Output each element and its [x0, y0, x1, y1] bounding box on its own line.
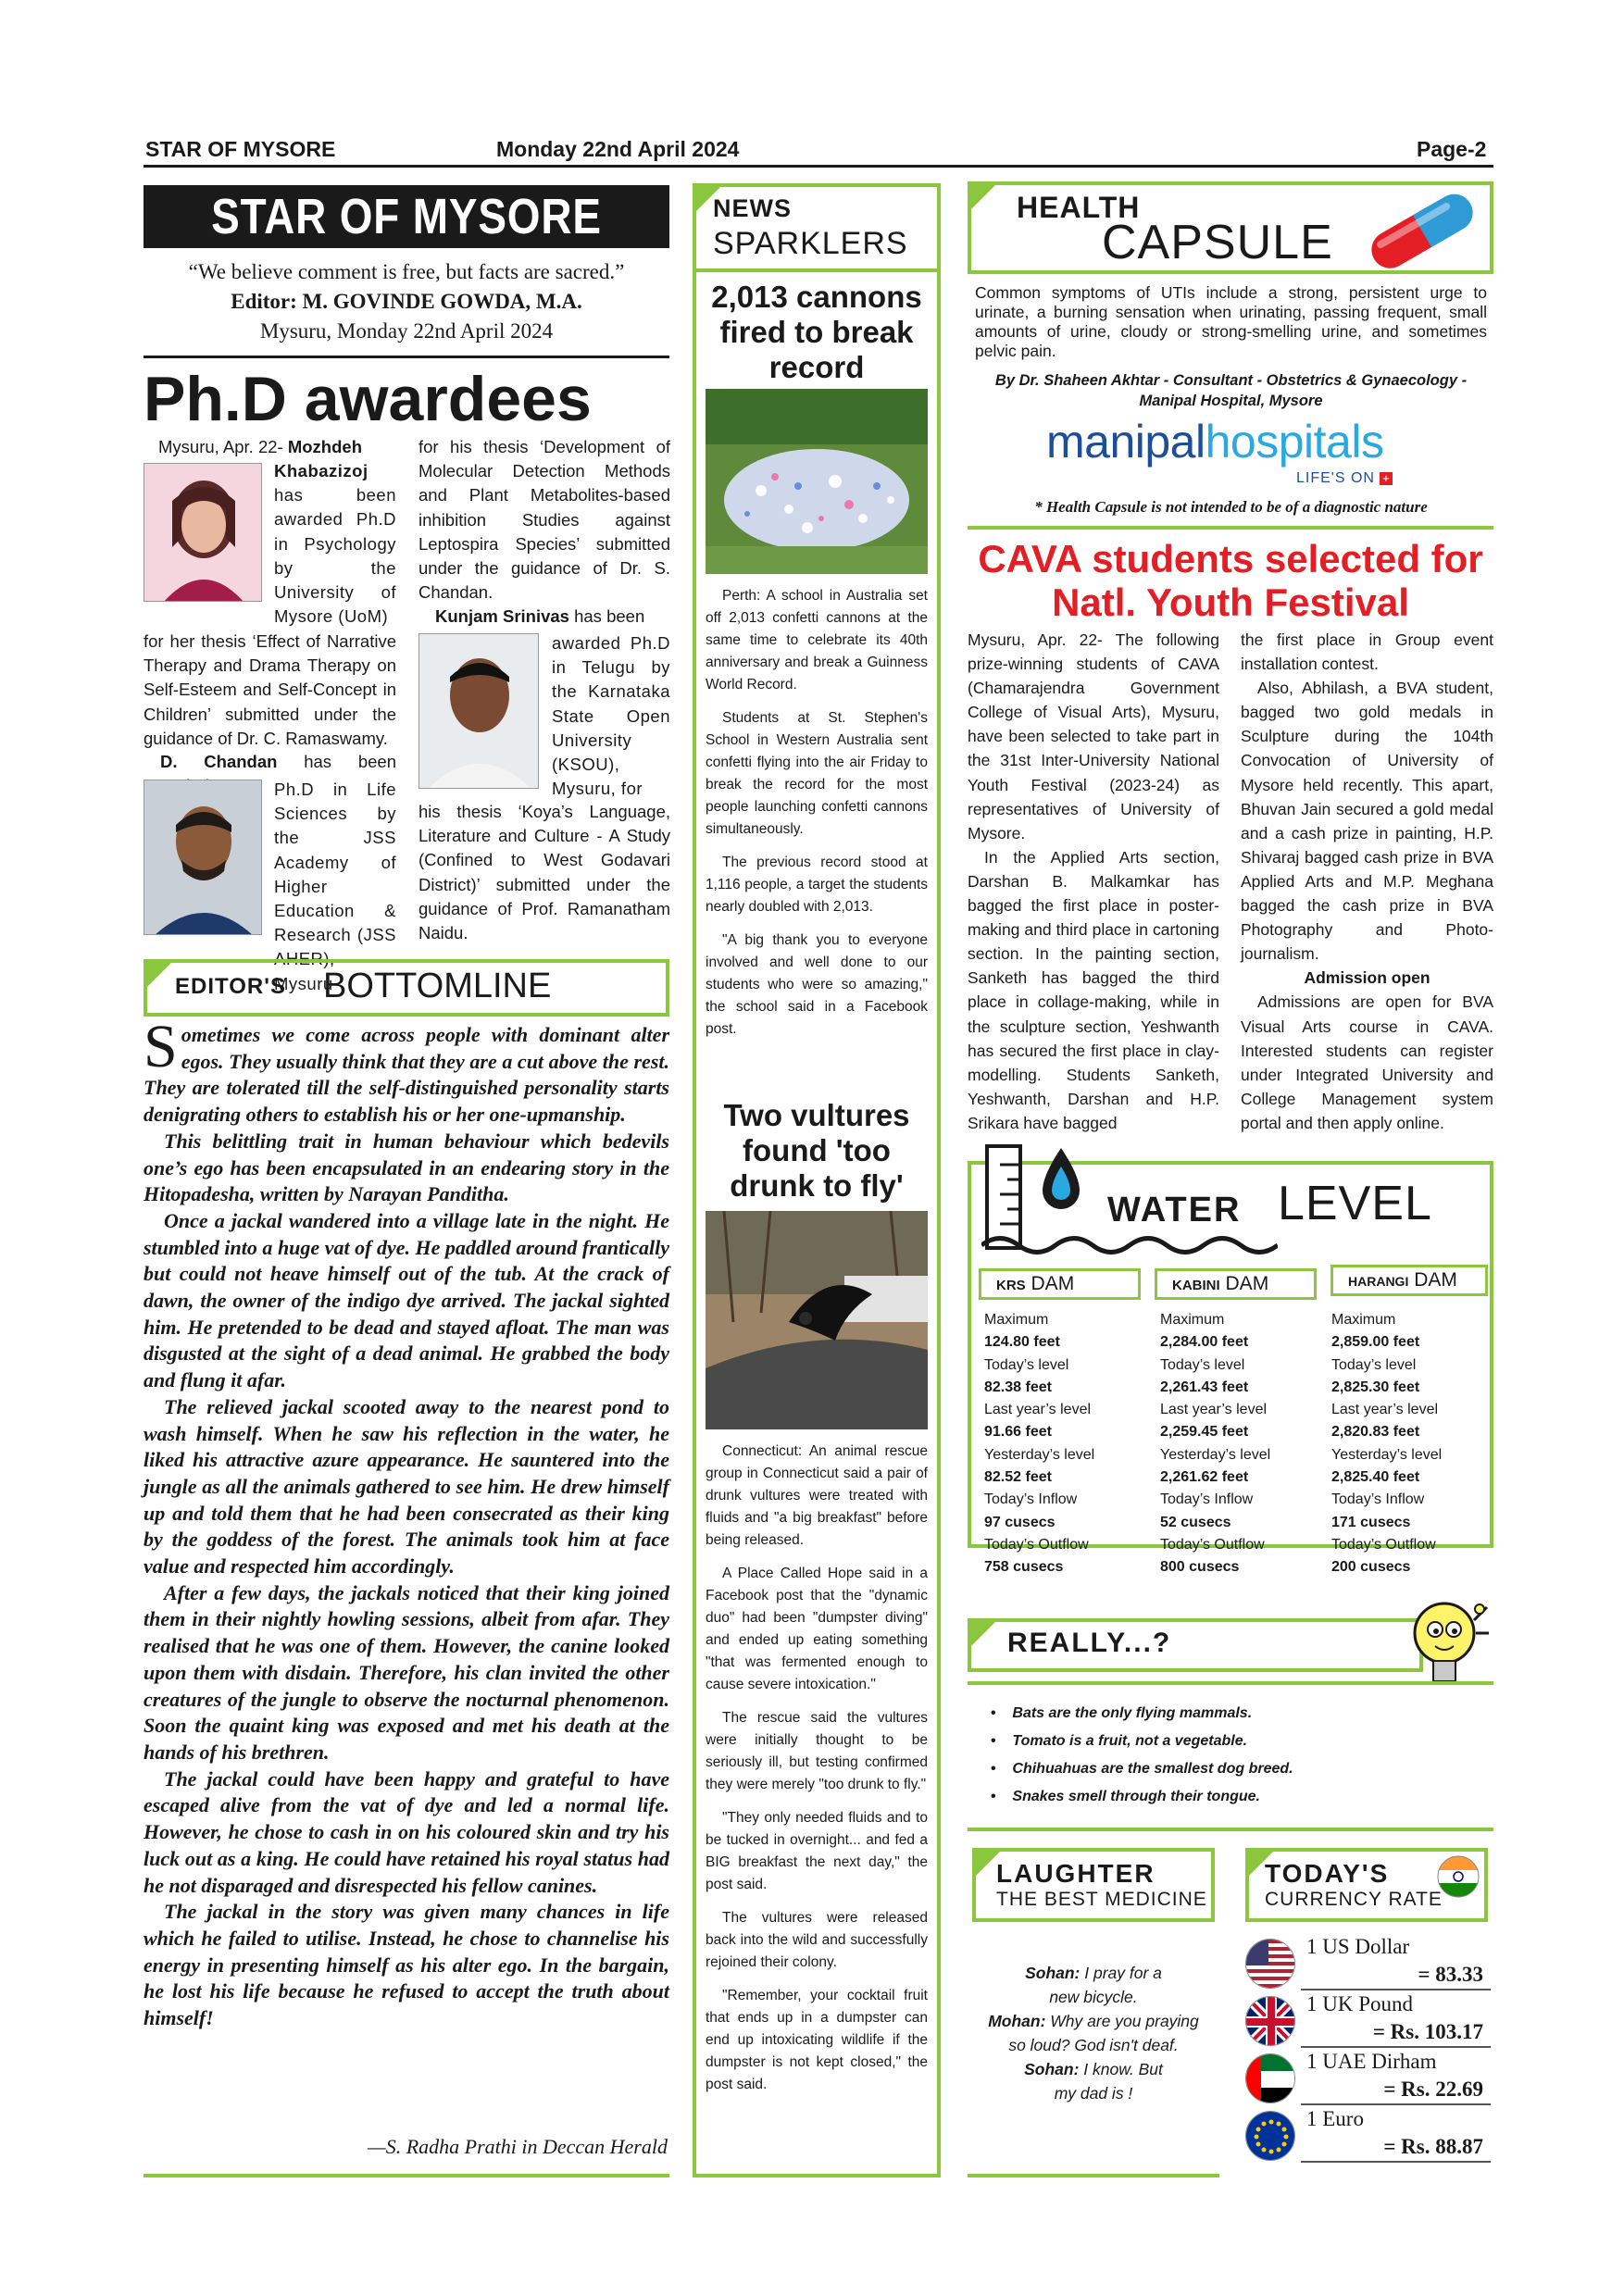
story1-body: Perth: A school in Australia set off 2,013 confetti cannons at the same time to celebrate its 40th anniversary and break a Guinness World Record. Students at St. Stephen's School in Western Australia sent confetti flying into the air Friday to break the record for the most people launching confetti cannons simultaneously. The previous record stood at 1,116 people, a target the students nearly doubled with 2,013. "A big thank you to everyone involved and well done to our students who were so amazing," the school said in a Facebook post. — [706, 588, 928, 1037]
uae-flag-icon — [1245, 2053, 1295, 2103]
phd-name-1-b: Khabazizoj — [274, 461, 369, 480]
health-byline: By Dr. Shaheen Akhtar - Consultant - Obstetrics & Gynaecology - Manipal Hospital, Mysore — [994, 372, 1468, 409]
phd-name-1-a: Mozhdeh — [287, 437, 362, 456]
story2-headline: Two vultures found 'too drunk to fly' — [723, 1098, 910, 1203]
header-rule — [144, 165, 1493, 168]
eu-flag-icon — [1245, 2111, 1295, 2161]
capsule-icon — [1347, 183, 1495, 276]
currency-row-gbp — [1245, 1992, 1491, 2048]
really-rule — [968, 1681, 1493, 1685]
bottomline-body: Sometimes we come across people with dominant alter egos. They usually think that they are a cut above the rest. They are tolerated till the self-distinguished personality starts denigrating others to establish his or her one-upmanship. This belittling trait in human behaviour which bedevils one’s ego has been encapsulated in an endearing story in the Hitopadesha, written by Narayan Panditha. Once a jackal wandered into a village late in the night. He stumbled into a huge vat of dye. He paddled around frantically but could not heave himself out of the tub. At the crack of dawn, the owner of the indigo dye arrived. The jackal sighted him. He pretended to be dead and stayed afloat. The man was disgusted at the sight of a dead animal. He grabbed the body and flung it afar. The relieved jackal scooted away to the nearest pond to wash himself. When he saw his reflection in the water, he liked his attractive azure appearance. He sauntered into the jungle as all the animals gathered to see him. He drew himself up and told them that he had been consecrated as their king by the goddess of the forest. The animals took him at face value and respected him accordingly. After a few days, the jackals noticed that their king joined them in their nightly howling sessions, albeit from afar. They realised that he was one of them. However, the canine looked upon them with disdain. Therefore, his clan invited the other creatures of the jungle to observe the nocturnal phenomenon. Soon the quaint king was exposed and met his death at the hands of his brethren. The jackal could have been happy and grateful to have escaped alive from the vat of dye and led a normal life. However, he chose to cash in on his coloured skin and try his luck out as a king. He could have retained his royal status had he not disparaged and disrespected his fellow canines. The jackal in the story was given many chances in life which he failed to utilise. Instead, he chose to channelise his energy in presenting himself as his alter ego. In the bargain, he lost his life because he refused to accept the truth about himself! — [144, 1013, 669, 2030]
laughter-joke: Sohan: I pray for a new bicycle. Mohan: Why are you praying so loud? God isn't deaf. Sohan: I know. But my dad is ! — [988, 1964, 1199, 2103]
phd-p3-side: awarded Ph.D in Telugu by the Karnataka State Open University (KSOU), Mysuru, for — [552, 633, 670, 799]
sparklers-title: SPARKLERS — [713, 226, 908, 261]
currency-name: 1 UK Pound — [1306, 1992, 1414, 2015]
dam-kabini-header: KABINI DAM — [1155, 1268, 1317, 1300]
dam-krs-header: KRS DAM — [979, 1268, 1141, 1300]
health-kicker: HEALTH — [1017, 191, 1141, 224]
lightbulb-icon — [1400, 1592, 1493, 1702]
health-disclaimer: * Health Capsule is not intended to be of a diagnostic nature — [1034, 498, 1428, 516]
sparklers-kicker: NEWS — [713, 194, 792, 222]
masthead-rule — [144, 356, 669, 358]
really-bottom-rule — [968, 1828, 1493, 1831]
currency-name: 1 Euro — [1306, 2107, 1364, 2130]
cava-headline: CAVA students selected for Natl. Youth Festival — [978, 537, 1483, 624]
phd-p1-full: for her thesis ‘Effect of Narrative Therapy and Drama Therapy on Self-Esteem and Self-Concept in Children’ submitted under the guidance of Dr. C. Ramaswamy. — [144, 631, 396, 748]
health-bottom-rule — [968, 526, 1493, 530]
health-text: Common symptoms of UTIs include a strong, persistent urge to urinate, a burning sensation when urinating, passing frequent, small amounts of urine, cloudy or strong-smelling urine, and sometimes pelvic pain. — [975, 283, 1487, 360]
currency-kicker: TODAY'S — [1265, 1859, 1390, 1888]
currency-title: CURRENCY RATE — [1265, 1889, 1443, 1910]
cava-col1: Mysuru, Apr. 22- The following prize-winning students of CAVA (Chamarajendra Government College of Visual Arts), Mysuru, have been selected to take part in the 31st Inter-University National Youth Festival (2023-24) as representatives of University of Mysore. In the Applied Arts section, Darshan B. Malkamkar has bagged the first place in poster-making and third place in cartoning section. In the painting section, Sanketh has bagged the third place in collage-making, while in the sculpture section, Yeshwanth has secured the first place in clay-modelling. Students Sanketh, Yeshwanth, Darshan and H.P. Srikara have bagged — [968, 630, 1219, 1132]
us-flag-icon — [1245, 1939, 1295, 1989]
bottomline-header-box — [144, 959, 669, 1017]
sparklers-header-rule — [696, 268, 937, 272]
photo-kunjam — [418, 633, 539, 789]
phd-headline: Ph.D awardees — [144, 364, 592, 434]
corner-accent — [144, 959, 175, 991]
story2-body: Connecticut: An animal rescue group in Connecticut said a pair of drunk vultures were treated with fluids and "a big breakfast" before being released. A Place Called Hope said in a Facebook post that the "dynamic duo" had been "dumpster diving" and ended up eating something "that was fermented enough to cause severe intoxication." The rescue said the vultures were initially thought to be seriously ill, but testing confirmed they were merely "too drunk to fly." "They only needed fluids and to be tucked in overnight... and fed a BIG breakfast the next day," the post said. The vultures were released back into the wild and successfully rejoined their colony. "Remember, your cocktail fruit that ends up in a dumpster can end up intoxicating wildlife if the dumpster is not kept closed," the post said. — [706, 1443, 928, 2092]
uk-flag-icon — [1245, 1996, 1295, 2046]
really-list — [991, 1700, 1491, 1811]
water-title: LEVEL — [1278, 1177, 1432, 1230]
photo-confetti — [706, 389, 928, 574]
manipal-logo: manipalhospitals — [1046, 416, 1384, 468]
plus-icon: + — [1380, 472, 1393, 485]
phd-col-a — [144, 435, 396, 459]
currency-row-aed — [1245, 2050, 1491, 2105]
masthead-dateline: Mysuru, Monday 22nd April 2024 — [259, 319, 554, 343]
phd-p2-side: Ph.D in Life Sciences by the JSS Academy of Higher Education & Research (JSS AHER), Mysuru — [274, 780, 396, 993]
portrait-man-icon — [144, 780, 262, 935]
masthead-editor: Editor: M. GOVINDE GOWDA, M.A. — [231, 290, 582, 313]
phd-name-3: Kunjam Srinivas — [435, 606, 569, 626]
photo-chandan — [144, 780, 262, 935]
laughter-bottom-rule — [968, 2174, 1219, 2177]
bottomline-title: BOTTOMLINE — [323, 967, 552, 1005]
col1-bottom-rule — [144, 2174, 669, 2177]
dam-kabini-values: Maximum 2,284.00 feet Today’s level 2,261.43 feet Last year’s level 2,259.45 feet Yesterday’s level 2,261.62 feet Today’s Inflow 52 cusecs Today’s Outflow 800 cusecs — [1160, 1312, 1271, 1576]
india-flag-icon — [1437, 1855, 1480, 1898]
dam-krs-values: Maximum 124.80 feet Today’s level 82.38 feet Last year’s level 91.66 feet Yesterday’s level 82.52 feet Today’s Inflow 97 cusecs Today’s Outflow 758 cusecs — [984, 1312, 1095, 1576]
currency-row-eur — [1245, 2107, 1491, 2163]
currency-row-usd — [1245, 1935, 1491, 1990]
confetti-crowd-image — [706, 389, 928, 574]
list-item: • Tomato is a fruit, not a vegetable. — [991, 1733, 1248, 1749]
header-date: Monday 22nd April 2024 — [496, 137, 740, 161]
currency-value: = 83.33 — [1418, 1963, 1483, 1986]
currency-name: 1 US Dollar — [1306, 1935, 1410, 1958]
bottomline-credit: —S. Radha Prathi in Deccan Herald — [368, 2135, 668, 2158]
phd-p3-first: Kunjam Srinivas has been — [418, 605, 670, 629]
health-title: CAPSULE — [1102, 216, 1333, 269]
masthead-title: STAR OF MYSORE — [211, 189, 602, 244]
header-paper-name: STAR OF MYSORE — [145, 137, 336, 161]
phd-p3-full: his thesis ‘Koya’s Language, Literature and Culture - A Study (Confined to West Godavari District)’ submitted under the guidance of Prof. Ramanatham Naidu. — [418, 802, 670, 943]
manipal-tagline: LIFE'S ON + — [1296, 470, 1393, 487]
vulture-image — [706, 1211, 928, 1429]
currency-value: = Rs. 22.69 — [1383, 2078, 1483, 2101]
currency-value: = Rs. 103.17 — [1372, 2020, 1483, 2043]
dam-harangi-header: HARANGI DAM — [1330, 1265, 1488, 1296]
currency-value: = Rs. 88.87 — [1383, 2135, 1483, 2158]
photo-mozhdeh — [144, 463, 262, 602]
list-item: • Snakes smell through their tongue. — [991, 1789, 1260, 1804]
phd-name-2: D. Chandan — [160, 752, 278, 771]
phd-dateline: Mysuru, Apr. 22- — [158, 437, 283, 456]
list-item: • Chihuahuas are the smallest dog breed. — [991, 1761, 1293, 1777]
phd-c2-top: for his thesis ‘Development of Molecular Detection Methods and Plant Metabolites-based inhibition Studies against Leptospira Species’ submitted under the guidance of Dr. S. Chandan. — [418, 437, 670, 603]
portrait-man-icon — [419, 634, 539, 789]
photo-vulture — [706, 1211, 928, 1429]
bottomline-kicker: EDITOR'S — [175, 974, 286, 999]
header-page-number: Page-2 — [1417, 137, 1487, 161]
masthead-motto: “We believe comment is free, but facts are sacred.” — [188, 260, 625, 283]
story1-headline: 2,013 cannons fired to break record — [711, 280, 922, 384]
water-kicker: WATER — [1107, 1191, 1242, 1229]
water-wave-icon — [981, 1231, 1278, 1259]
phd-p2-first: D. Chandan has been — [144, 750, 396, 798]
currency-name: 1 UAE Dirham — [1306, 2050, 1437, 2073]
cava-col2: the first place in Group event installation contest. Also, Abhilash, a BVA student, bagged two gold medals in Sculpture during the 104th Convocation of University of Mysore held recently. This apart, Bhuvan Jain secured a gold medal and a cash prize in painting, H.P. Shivaraj bagged cash prize in BVA Applied Arts and M.P. Meghana bagged the cash prize in BVA Photography and Photo-journalism. Admission open Admissions are open for BVA Visual Arts course in CAVA. Interested students can register under Integrated University and College Management system portal and then apply online. — [1241, 630, 1493, 1132]
really-title: REALLY...? — [1007, 1628, 1172, 1658]
bottomline-dropcap: S — [144, 1013, 178, 1080]
phd-p1-side: Khabazizoj has been awarded Ph.D in Psychology by the University of Mysore (UoM) — [274, 461, 396, 627]
laughter-kicker: LAUGHTER — [996, 1859, 1156, 1888]
cava-subhead: Admission open — [1304, 968, 1430, 988]
list-item: • Bats are the only flying mammals. — [991, 1705, 1253, 1721]
laughter-title: THE BEST MEDICINE — [996, 1889, 1207, 1910]
portrait-woman-icon — [144, 464, 262, 602]
dam-harangi-values: Maximum 2,859.00 feet Today’s level 2,825.30 feet Last year’s level 2,820.83 feet Yesterday’s level 2,825.40 feet Today’s Inflow 171 cusecs Today’s Outflow 200 cusecs — [1331, 1312, 1443, 1576]
